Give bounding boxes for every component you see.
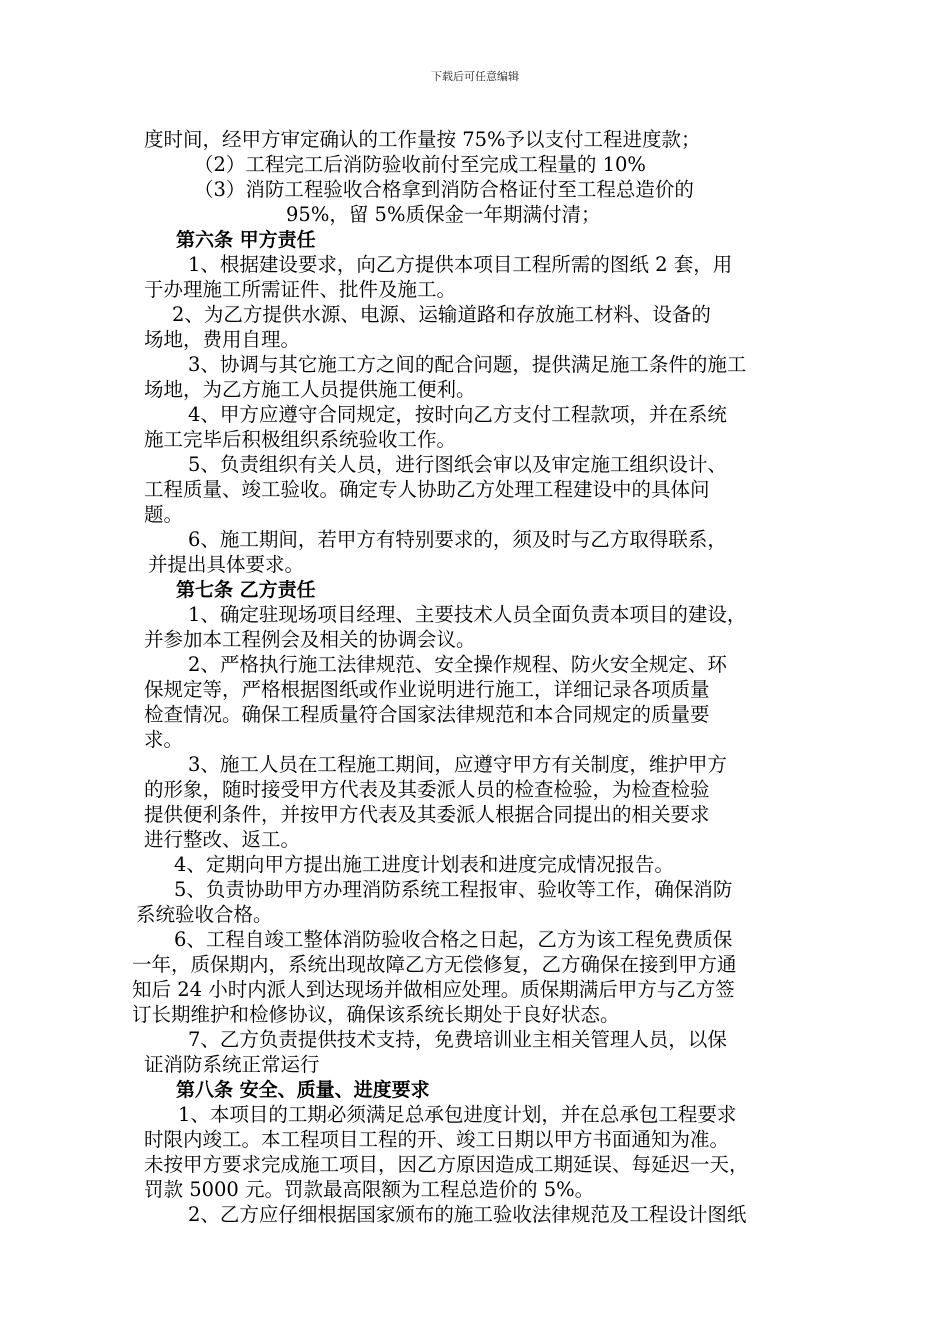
text-line: 7、乙方负责提供技术支持，免费培训业主相关管理人员，以保 [188, 1028, 727, 1051]
text-line: 3、协调与其它施工方之间的配合问题，提供满足施工条件的施工 [188, 353, 747, 376]
text-line: 场地，费用自理。 [144, 328, 301, 351]
text-line: 1、确定驻现场项目经理、主要技术人员全面负责本项目的建设， [188, 603, 747, 626]
page-header-note: 下载后可任意编辑 [431, 70, 519, 83]
text-line: 未按甲方要求完成施工项目，因乙方原因造成工期延误、每延迟一天， [144, 1153, 749, 1176]
text-line: 一年，质保期内，系统出现故障乙方无偿修复，乙方确保在接到甲方通 [132, 953, 737, 976]
section-heading: 第八条 安全、质量、进度要求 [176, 1079, 430, 1101]
text-line: （2）工程完工后消防验收前付至完成工程量的 10% [194, 153, 646, 176]
text-line: 6、工程自竣工整体消防验收合格之日起，乙方为该工程免费质保 [174, 928, 733, 951]
text-line: 检查情况。确保工程质量符合国家法律规范和本合同规定的质量要 [144, 703, 710, 726]
text-line: 工程质量、竣工验收。确定专人协助乙方处理工程建设中的具体问 [144, 478, 710, 501]
text-line: 1、根据建设要求，向乙方提供本项目工程所需的图纸 2 套，用 [188, 253, 733, 276]
text-line: 2、为乙方提供水源、电源、运输道路和存放施工材料、设备的 [172, 303, 711, 326]
text-line: 时限内竣工。本工程项目工程的开、竣工日期以甲方书面通知为准。 [144, 1128, 730, 1151]
text-line: 2、乙方应仔细根据国家颁布的施工验收法律规范及工程设计图纸 [188, 1203, 747, 1226]
text-line: 1、本项目的工期必须满足总承包进度计划，并在总承包工程要求 [178, 1103, 737, 1126]
text-line: 并提出具体要求。 [148, 553, 305, 576]
text-line: 6、施工期间，若甲方有特别要求的，须及时与乙方取得联系， [188, 528, 727, 551]
text-line: 并参加本工程例会及相关的协调会议。 [144, 628, 476, 651]
text-line: 4、甲方应遵守合同规定，按时向乙方支付工程款项，并在系统 [188, 403, 727, 426]
text-line: 的形象，随时接受甲方代表及其委派人员的检查检验，为检查检验 [144, 778, 710, 801]
text-line: 5、负责组织有关人员，进行图纸会审以及审定施工组织设计、 [188, 453, 727, 476]
text-line: 场地，为乙方施工人员提供施工便利。 [144, 378, 476, 401]
text-line: 提供便利条件，并按甲方代表及其委派人根据合同提出的相关要求 [144, 803, 710, 826]
text-line: 订长期维护和检修协议，确保该系统长期处于良好状态。 [132, 1003, 620, 1026]
text-line: 2、严格执行施工法律规范、安全操作规程、防火安全规定、环 [188, 653, 727, 676]
text-line: 施工完毕后积极组织系统验收工作。 [144, 428, 457, 451]
section-heading: 第七条 乙方责任 [176, 579, 316, 601]
text-line: 度时间，经甲方审定确认的工作量按 75%予以支付工程进度款； [144, 128, 701, 151]
text-line: 5、负责协助甲方办理消防系统工程报审、验收等工作，确保消防 [174, 878, 733, 901]
text-line: 题。 [144, 503, 184, 526]
text-line: 进行整改、返工。 [144, 828, 301, 851]
text-line: 系统验收合格。 [136, 903, 273, 926]
text-line: 罚款 5000 元。罚款最高限额为工程总造价的 5%。 [144, 1178, 595, 1201]
text-line: 证消防系统正常运行 [144, 1053, 320, 1076]
text-line: 保规定等，严格根据图纸或作业说明进行施工，详细记录各项质量 [144, 678, 710, 701]
text-line: 4、定期向甲方提出施工进度计划表和进度完成情况报告。 [174, 853, 674, 876]
text-line: 知后 24 小时内派人到达现场并做相应处理。质保期满后甲方与乙方签 [132, 978, 735, 1001]
text-line: 95%，留 5%质保金一年期满付清； [286, 203, 601, 226]
text-line: 3、施工人员在工程施工期间，应遵守甲方有关制度，维护甲方 [188, 753, 727, 776]
text-line: （3）消防工程验收合格拿到消防合格证付至工程总造价的 [194, 178, 694, 201]
text-line: 求。 [144, 728, 184, 751]
section-heading: 第六条 甲方责任 [176, 229, 316, 251]
text-line: 于办理施工所需证件、批件及施工。 [144, 278, 457, 301]
